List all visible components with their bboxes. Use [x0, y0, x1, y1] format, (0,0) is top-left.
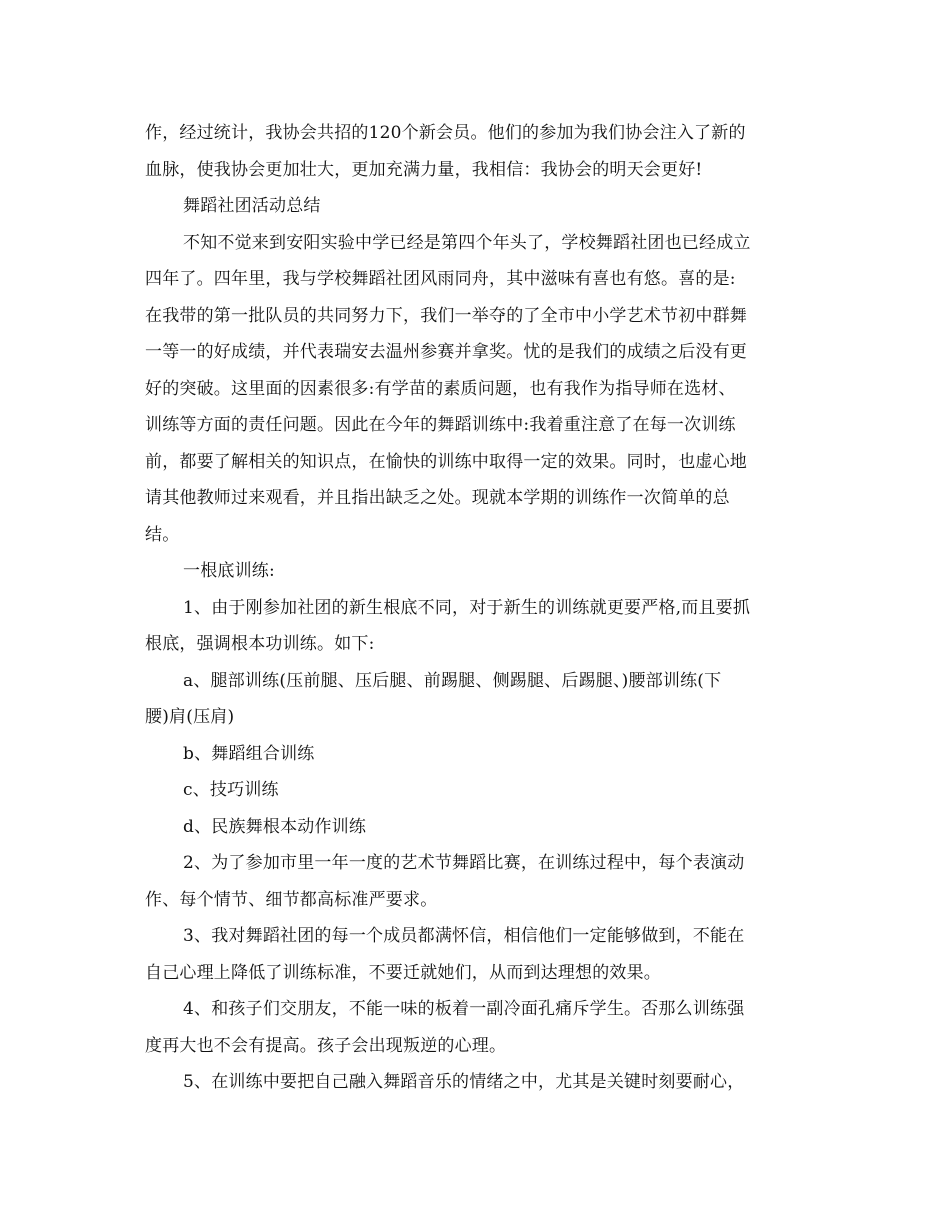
- text-line: 请其他教师过来观看，并且指出缺乏之处。现就本学期的训练作一次简单的总: [145, 488, 730, 508]
- text-line: 自己心理上降低了训练标准，不要迁就她们，从而到达理想的效果。: [145, 962, 661, 983]
- list-item: 4、和孩子们交朋友，不能一味的板着一副冷面孔痛斥学生。否那么训练强: [183, 999, 745, 1019]
- subsection-heading: 一根底训练:: [183, 561, 275, 581]
- text-line: 血脉，使我协会更加壮大，更加充满力量，我相信：我协会的明天会更好!: [145, 159, 703, 180]
- text-line: 一等一的好成绩，并代表瑞安去温州参赛并拿奖。忧的是我们的成绩之后没有更: [145, 342, 747, 362]
- list-item: 1、由于刚参加社团的新生根底不同，对于新生的训练就更要严格,而且要抓: [183, 597, 751, 618]
- list-item: c、技巧训练: [183, 780, 279, 800]
- text-line: 在我带的第一批队员的共同努力下，我们一举夺的了全市中小学艺术节初中群舞: [145, 305, 747, 326]
- text-line: 结。: [145, 524, 180, 545]
- text-line: 度再大也不会有提高。孩子会出现叛逆的心理。: [145, 1035, 507, 1056]
- list-item: 5、在训练中要把自己融入舞蹈音乐的情绪之中，尤其是关键时刻要耐心，: [183, 1072, 745, 1092]
- text-line: 作，经过统计，我协会共招的120个新会员。他们的参加为我们协会注入了新的: [145, 123, 746, 143]
- text-line: 作、每个情节、细节都高标准严要求。: [145, 889, 438, 910]
- section-heading: 舞蹈社团活动总结: [183, 196, 321, 216]
- text-line: 四年了。四年里，我与学校舞蹈社团风雨同舟，其中滋味有喜也有悠。喜的是:: [145, 269, 736, 289]
- list-item: b、舞蹈组合训练: [183, 743, 315, 764]
- list-item: 3、我对舞蹈社团的每一个成员都满怀信，相信他们一定能够做到，不能在: [183, 926, 745, 946]
- list-item: a、腿部训练(压前腿、压后腿、前踢腿、侧踢腿、后踢腿、)腰部训练(下: [183, 670, 722, 691]
- document-page: [145, 115, 805, 1101]
- text-line: 根底，强调根本功训练。如下:: [145, 634, 375, 654]
- list-item: 2、为了参加市里一年一度的艺术节舞蹈比赛，在训练过程中，每个表演动: [183, 853, 745, 873]
- text-line: 不知不觉来到安阳实验中学已经是第四个年头了，学校舞蹈社团也已经成立: [183, 232, 751, 253]
- text-line: 前，都要了解相关的知识点，在愉快的训练中取得一定的效果。同时，也虚心地: [145, 451, 747, 472]
- text-line: 腰)肩(压肩): [145, 707, 235, 727]
- list-item: d、民族舞根本动作训练: [183, 816, 367, 837]
- text-line: 好的突破。这里面的因素很多:有学苗的素质问题，也有我作为指导师在选材、: [145, 378, 736, 399]
- text-line: 训练等方面的责任问题。因此在今年的舞蹈训练中:我着重注意了在每一次训练: [145, 415, 736, 435]
